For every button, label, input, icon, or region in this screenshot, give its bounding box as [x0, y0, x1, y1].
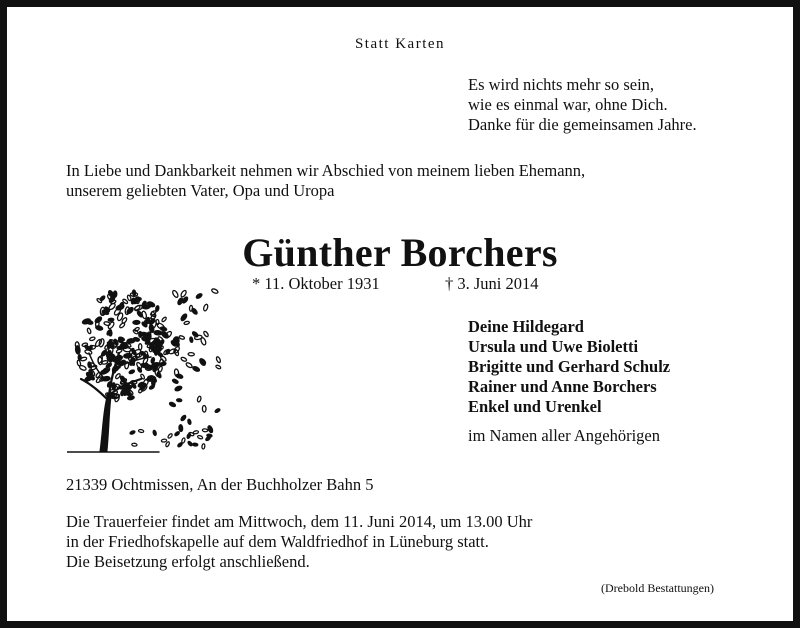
family-list [468, 317, 670, 417]
quote-line: wie es einmal war, ohne Dich. [468, 95, 668, 114]
service-line: Die Trauerfeier findet am Mittwoch, dem 11. Juni 2014, um 13.00 Uhr [66, 512, 533, 531]
intro-line: unserem geliebten Vater, Opa und Uropa [66, 181, 335, 200]
deceased-name: Günther Borchers [242, 230, 558, 275]
intro-text [66, 161, 585, 201]
funeral-service-text [66, 512, 532, 572]
header-text: Statt Karten [354, 36, 446, 52]
death-date: † 3. Juni 2014 [445, 274, 539, 293]
service-line: Die Beisetzung erfolgt anschließend. [66, 552, 310, 571]
tree-with-falling-leaves-icon [67, 279, 227, 459]
address-text: 21339 Ochtmissen, An der Buchholzer Bahn 5 [66, 475, 374, 494]
birth-date: * 11. Oktober 1931 [252, 274, 380, 293]
memorial-quote [468, 75, 697, 135]
intro-line: In Liebe und Dankbarkeit nehmen wir Abschied von meinem lieben Ehemann, [66, 161, 586, 180]
family-member: Deine Hildegard [468, 317, 584, 336]
family-member: Ursula und Uwe Bioletti [468, 337, 639, 356]
quote-line: Danke für die gemeinsamen Jahre. [468, 115, 697, 134]
family-member: Enkel und Urenkel [468, 397, 602, 416]
on-behalf-text: im Namen aller Angehörigen [468, 426, 660, 445]
family-member: Rainer und Anne Borchers [468, 377, 657, 396]
family-member: Brigitte und Gerhard Schulz [468, 357, 671, 376]
quote-line: Es wird nichts mehr so sein, [468, 75, 655, 94]
service-line: in der Friedhofskapelle auf dem Waldfriedhof in Lüneburg statt. [66, 532, 489, 551]
undertaker-credit: (Drebold Bestattungen) [601, 581, 714, 595]
